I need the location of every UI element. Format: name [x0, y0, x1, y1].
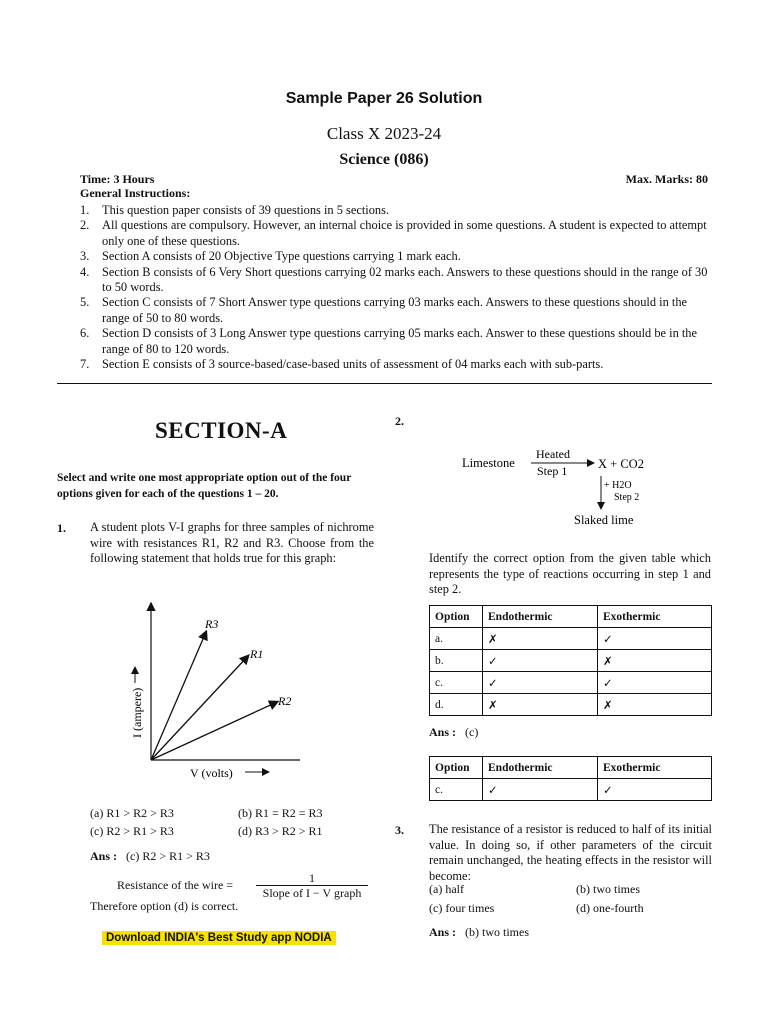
class-line: Class X 2023-24	[326, 124, 442, 143]
line-r1	[151, 656, 248, 760]
time-label: Time: 3 Hours	[80, 172, 155, 186]
table-row: c. ✓ ✓	[430, 672, 712, 694]
instruction-item: 2. All questions are compulsory. However, an internal choice is provided in some questions. A student is expected to attempt only one of these questions.	[80, 218, 707, 248]
q1-number: 1.	[57, 521, 66, 535]
q3-answer: Ans : (b) two times	[429, 925, 530, 939]
header-divider	[57, 383, 712, 384]
q3-option-d: (d) one-fourth	[576, 901, 644, 915]
label-r1: R1	[250, 647, 264, 661]
instruction-item: 3. Section A consists of 20 Objective Type questions carrying 1 mark each.	[80, 249, 461, 264]
table-row: c. ✓ ✓	[430, 779, 712, 801]
q3-text: The resistance of a resistor is reduced to half of its initial value. In doing so, if other parameters of the circuit remain unchanged, the heating effects in the resistor will become:	[429, 822, 712, 883]
product-label: X + CO2	[598, 457, 644, 471]
y-axis-label: I (ampere)	[130, 687, 144, 738]
q3-option-a: (a) half	[429, 882, 464, 896]
limestone-label: Limestone	[462, 456, 515, 470]
subject-line: Science (086)	[339, 151, 429, 168]
heated-label: Heated	[536, 447, 570, 461]
max-marks-label: Max. Marks: 80	[625, 172, 708, 186]
table-header-row: Option Endothermic Exothermic	[430, 757, 712, 779]
q3-option-b: (b) two times	[576, 882, 640, 896]
q1-text: A student plots V-I graphs for three samples of nichrome wire with resistances R1, R2 and R3. Choose from the following statement that holds true for this graph:	[90, 520, 374, 565]
instructions-heading: General Instructions:	[80, 186, 191, 200]
instructions-list	[80, 203, 714, 372]
x-axis-label: V (volts)	[190, 766, 233, 780]
table-row: a. ✗ ✓	[430, 628, 712, 650]
instruction-item: 7. Section E consists of 3 source-based/case-based units of assessment of 04 marks each with sub-parts.	[80, 357, 604, 372]
instruction-item: 4. Section B consists of 6 Very Short questions carrying 02 marks each. Answers to these questions should in the range of 30 to 50 words.	[80, 264, 708, 295]
label-r2: R2	[278, 694, 292, 708]
q1-option-a: (a) R1 > R2 > R3	[90, 806, 174, 820]
q1-option-c: (c) R2 > R1 > R3	[90, 824, 174, 838]
q2-options-table	[429, 605, 712, 716]
line-r2	[151, 702, 277, 760]
table-row: d. ✗ ✗	[430, 694, 712, 716]
q1-conclusion: Therefore option (d) is correct.	[90, 899, 239, 913]
step1-label: Step 1	[537, 464, 568, 478]
section-a-heading: SECTION-A	[155, 418, 288, 443]
download-app-banner[interactable]: Download INDIA's Best Study app NODIA	[102, 931, 336, 945]
line-r3	[151, 632, 206, 760]
instruction-item: 1. This question paper consists of 39 questions in 5 sections.	[80, 203, 390, 217]
table-header-row: Option Endothermic Exothermic	[430, 606, 712, 628]
q2-text: Identify the correct option from the given table which represents the type of reactions occurring in step 1 and step 2.	[429, 551, 711, 596]
q3-option-c: (c) four times	[429, 901, 495, 915]
q1-option-d: (d) R3 > R2 > R1	[238, 824, 323, 838]
q3-number: 3.	[395, 823, 404, 837]
section-a-instruction: Select and write one most appropriate option out of the four options given for each of the questions 1 – 20.	[57, 472, 352, 500]
vi-graph	[120, 598, 320, 783]
q2-number: 2.	[395, 414, 404, 428]
q1-option-b: (b) R1 = R2 = R3	[238, 806, 323, 820]
page-title: Sample Paper 26 Solution	[285, 90, 483, 107]
step2-label: Step 2	[614, 492, 640, 503]
reaction-diagram	[455, 444, 665, 532]
instruction-item: 5. Section C consists of 7 Short Answer type questions carrying 03 marks each. Answers to these questions should in the range of 50 to 80 words.	[80, 295, 688, 325]
q2-answer: Ans : (c)	[429, 725, 479, 739]
q1-formula-fraction: 1 Slope of I − V graph	[256, 871, 368, 901]
label-r3: R3	[205, 617, 219, 631]
water-label: + H2O	[604, 480, 632, 491]
table-row: b. ✓ ✗	[430, 650, 712, 672]
slaked-lime-label: Slaked lime	[574, 513, 634, 527]
q1-answer: Ans : (c) R2 > R1 > R3	[90, 849, 210, 863]
q1-formula-lhs: Resistance of the wire =	[117, 878, 234, 892]
instruction-item: 6. Section D consists of 3 Long Answer type questions carrying 05 marks each. Answer to these questions should be in the range of 80 to 120 words.	[80, 326, 697, 356]
q2-answer-table	[429, 756, 712, 801]
